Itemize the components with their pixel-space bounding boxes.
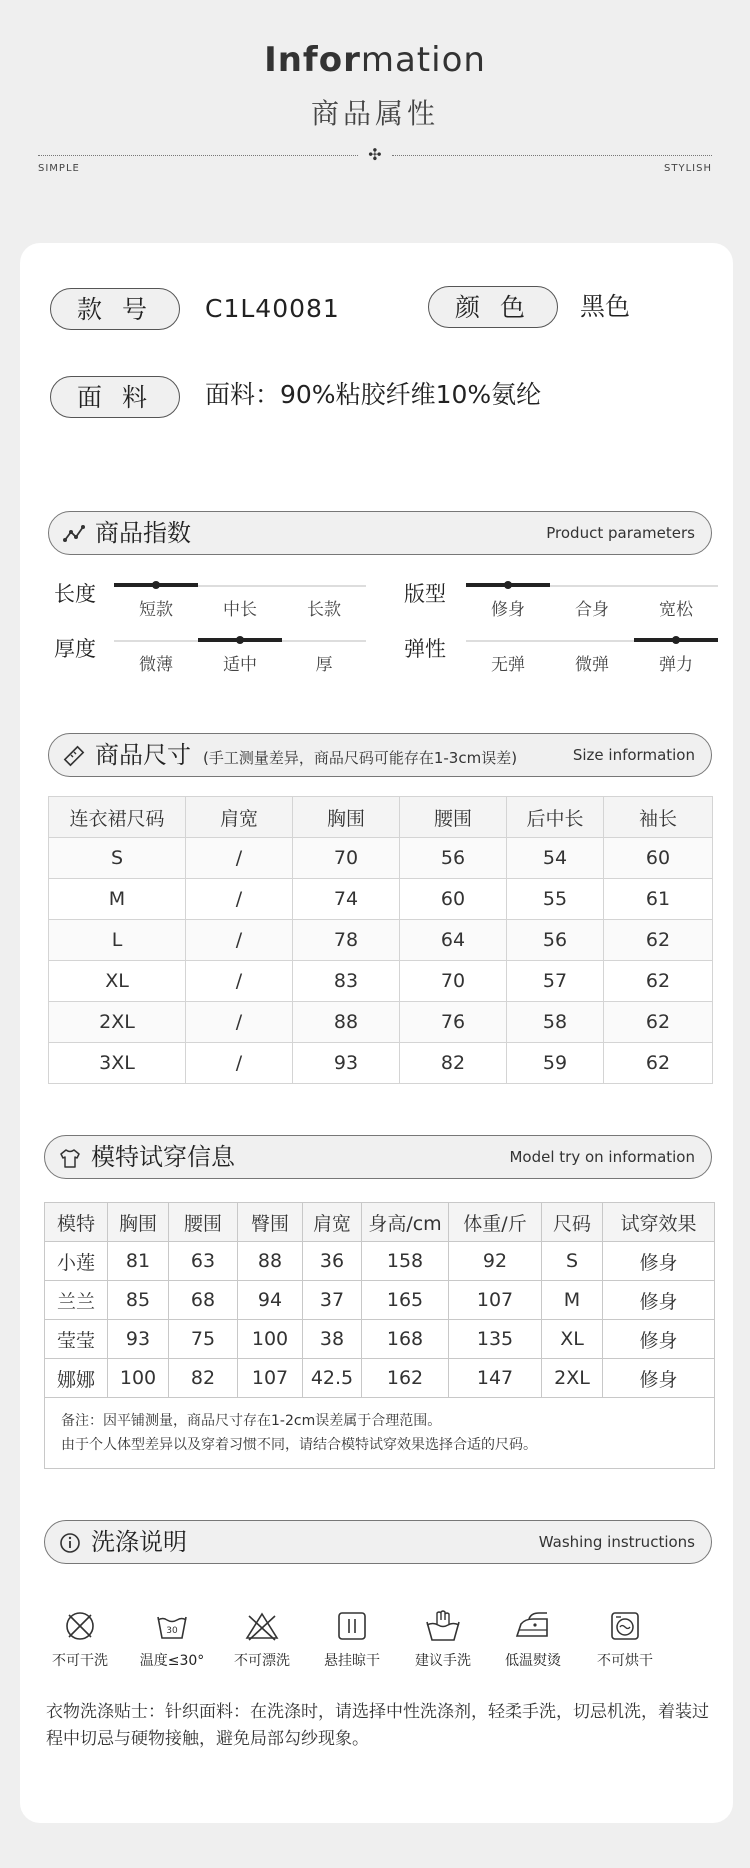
hang-dry-icon <box>334 1608 370 1644</box>
table-cell: 165 <box>362 1281 449 1320</box>
memo-row <box>45 1398 715 1469</box>
table-cell: 62 <box>604 920 713 961</box>
table-cell: 70 <box>400 961 507 1002</box>
tag-simple: SIMPLE <box>38 163 80 174</box>
table-cell: 107 <box>449 1281 542 1320</box>
ruler-icon <box>63 745 85 767</box>
size-col-sleeve: 袖长 <box>604 797 713 838</box>
wash-title-en: Washing instructions <box>538 1533 695 1551</box>
table-row <box>49 838 713 879</box>
option-slim: 修身 <box>491 600 525 620</box>
option-thick: 厚 <box>315 655 333 675</box>
table-cell: 54 <box>507 838 604 879</box>
table-cell: 147 <box>449 1359 542 1398</box>
table-cell: 兰兰 <box>45 1281 108 1320</box>
model-table-header <box>45 1203 715 1242</box>
size-title <box>95 734 517 779</box>
table-cell: 107 <box>238 1359 303 1398</box>
size-col-length: 后中长 <box>507 797 604 838</box>
table-cell: 56 <box>400 838 507 879</box>
table-cell: 修身 <box>603 1320 715 1359</box>
table-cell: / <box>186 961 293 1002</box>
table-cell: 162 <box>362 1359 449 1398</box>
table-cell: 56 <box>507 920 604 961</box>
option-medium: 适中 <box>223 655 257 675</box>
table-cell: 92 <box>449 1242 542 1281</box>
param-label-elasticity: 弹性 <box>404 637 446 661</box>
wash-label: 不可烘干 <box>597 1653 653 1669</box>
option-long: 长款 <box>307 600 341 620</box>
table-row <box>45 1242 715 1281</box>
table-cell: 62 <box>604 1002 713 1043</box>
tshirt-icon <box>59 1147 81 1169</box>
wash-item-hang-dry <box>312 1608 392 1670</box>
wash-label: 建议手洗 <box>415 1653 471 1669</box>
size-title-text: 商品尺寸 <box>95 741 191 769</box>
page-header <box>0 0 750 240</box>
param-label-thickness: 厚度 <box>54 637 96 661</box>
hand-wash-icon <box>423 1608 463 1644</box>
model-title-en: Model try on information <box>509 1148 695 1166</box>
table-cell: 61 <box>604 879 713 920</box>
table-cell: 74 <box>293 879 400 920</box>
table-row <box>45 1281 715 1320</box>
model-col-waist: 腰围 <box>169 1203 238 1242</box>
tag-stylish: STYLISH <box>664 163 712 174</box>
wash-item-30 <box>132 1608 212 1670</box>
trend-chart-icon <box>63 523 85 545</box>
table-cell: 62 <box>604 961 713 1002</box>
table-cell: 75 <box>169 1320 238 1359</box>
param-scale-thickness <box>114 636 366 676</box>
table-row <box>45 1359 715 1398</box>
size-title-en: Size information <box>572 746 695 764</box>
wash-temp-badge: 30 <box>166 1626 178 1636</box>
fabric-value: 面料：90%粘胶纤维10%氨纶 <box>205 380 542 409</box>
wash-section-header <box>44 1520 712 1564</box>
option-thin: 微薄 <box>139 655 173 675</box>
table-cell: 158 <box>362 1242 449 1281</box>
table-cell: 42.5 <box>303 1359 362 1398</box>
size-table <box>48 796 713 1084</box>
color-value: 黑色 <box>580 292 631 321</box>
size-col-size: 连衣裙尺码 <box>49 797 186 838</box>
table-cell: 94 <box>238 1281 303 1320</box>
table-cell: 娜娜 <box>45 1359 108 1398</box>
table-cell: / <box>186 1002 293 1043</box>
low-iron-icon <box>513 1608 553 1644</box>
table-cell: 38 <box>303 1320 362 1359</box>
table-cell: 59 <box>507 1043 604 1084</box>
table-cell: 100 <box>108 1359 169 1398</box>
model-col-fit: 试穿效果 <box>603 1203 715 1242</box>
wash-title: 洗涤说明 <box>91 1528 187 1556</box>
style-no-value: C1L40081 <box>205 294 340 323</box>
color-label: 颜 色 <box>428 286 558 328</box>
option-short: 短款 <box>139 600 173 620</box>
fabric-label: 面 料 <box>50 376 180 418</box>
table-cell: 60 <box>604 838 713 879</box>
param-scale-elasticity <box>466 636 718 676</box>
title-bold: Infor <box>264 40 361 80</box>
option-regular: 合身 <box>575 600 609 620</box>
title-light: mation <box>360 40 486 80</box>
page-title <box>0 40 750 80</box>
table-cell: 60 <box>400 879 507 920</box>
table-row <box>49 961 713 1002</box>
wash-label: 不可漂洗 <box>234 1653 290 1669</box>
size-section-header <box>48 733 712 777</box>
table-cell: XL <box>542 1320 603 1359</box>
model-section-header <box>44 1135 712 1179</box>
wash-30-icon <box>154 1608 190 1644</box>
table-row <box>45 1320 715 1359</box>
table-cell: / <box>186 920 293 961</box>
style-no-label: 款 号 <box>50 288 180 330</box>
table-cell: 135 <box>449 1320 542 1359</box>
table-cell: 93 <box>293 1043 400 1084</box>
table-cell: 莹莹 <box>45 1320 108 1359</box>
size-note: (手工测量差异，商品尺码可能存在1-3cm误差) <box>203 749 518 767</box>
size-col-shoulder: 肩宽 <box>186 797 293 838</box>
table-cell: 37 <box>303 1281 362 1320</box>
table-cell: 58 <box>507 1002 604 1043</box>
table-cell: 88 <box>293 1002 400 1043</box>
memo-line-2: 由于个人体型差异以及穿着习惯不同，请结合模特试穿效果选择合适的尺码。 <box>61 1437 537 1453</box>
table-row <box>49 920 713 961</box>
no-tumble-dry-icon <box>607 1608 643 1644</box>
params-title-en: Product parameters <box>546 524 695 542</box>
option-slight-stretch: 微弹 <box>575 655 609 675</box>
wash-item-no-dry-clean <box>40 1608 120 1670</box>
model-col-bust: 胸围 <box>108 1203 169 1242</box>
wash-item-hand-wash <box>403 1608 483 1670</box>
wash-item-low-iron <box>493 1608 573 1670</box>
table-cell: 168 <box>362 1320 449 1359</box>
table-cell: 2XL <box>49 1002 186 1043</box>
param-label-fit: 版型 <box>404 582 446 606</box>
size-table-header <box>49 797 713 838</box>
care-tip-text: 衣物洗涤贴士：针织面料：在洗涤时，请选择中性洗涤剂，轻柔手洗，切忌机洗，着装过程中切忌与硬物接触，避免局部勾纱现象。 <box>46 1702 709 1749</box>
memo-line-1: 备注：因平铺测量，商品尺寸存在1-2cm误差属于合理范围。 <box>61 1413 442 1429</box>
divider-right <box>392 155 712 156</box>
divider-left <box>38 155 358 156</box>
table-cell: 88 <box>238 1242 303 1281</box>
table-row <box>49 879 713 920</box>
model-col-size: 尺码 <box>542 1203 603 1242</box>
wash-label: 悬挂晾干 <box>324 1653 380 1669</box>
table-cell: 68 <box>169 1281 238 1320</box>
table-cell: 76 <box>400 1002 507 1043</box>
option-stretch: 弹力 <box>659 655 693 675</box>
table-cell: XL <box>49 961 186 1002</box>
table-cell: M <box>49 879 186 920</box>
table-cell: 93 <box>108 1320 169 1359</box>
table-cell: / <box>186 1043 293 1084</box>
table-cell: 2XL <box>542 1359 603 1398</box>
table-cell: 83 <box>293 961 400 1002</box>
table-cell: 70 <box>293 838 400 879</box>
table-cell: L <box>49 920 186 961</box>
table-cell: 小莲 <box>45 1242 108 1281</box>
table-cell: 63 <box>169 1242 238 1281</box>
table-cell: 修身 <box>603 1242 715 1281</box>
wash-label: 温度≤30° <box>139 1653 205 1669</box>
no-dry-clean-icon <box>62 1608 98 1644</box>
cross-ornament-icon: ✣ <box>368 145 382 164</box>
table-cell: M <box>542 1281 603 1320</box>
table-cell: 3XL <box>49 1043 186 1084</box>
no-bleach-icon <box>243 1608 281 1644</box>
info-circle-icon <box>59 1532 81 1554</box>
table-cell: 62 <box>604 1043 713 1084</box>
model-title: 模特试穿信息 <box>91 1143 235 1171</box>
page-subtitle: 商品属性 <box>310 97 439 130</box>
param-scale-length <box>114 581 366 621</box>
option-mid: 中长 <box>223 600 257 620</box>
wash-label: 低温熨烫 <box>505 1653 561 1669</box>
params-title: 商品指数 <box>95 519 191 547</box>
option-loose: 宽松 <box>659 600 693 620</box>
param-label-length: 长度 <box>54 582 96 606</box>
model-table <box>44 1202 715 1469</box>
table-row <box>49 1043 713 1084</box>
memo-cell <box>45 1398 715 1469</box>
table-cell: 修身 <box>603 1359 715 1398</box>
table-row <box>49 1002 713 1043</box>
table-cell: 36 <box>303 1242 362 1281</box>
table-cell: / <box>186 879 293 920</box>
table-cell: 64 <box>400 920 507 961</box>
info-card <box>20 243 733 1823</box>
wash-label: 不可干洗 <box>52 1653 108 1669</box>
model-col-shoulder: 肩宽 <box>303 1203 362 1242</box>
size-col-bust: 胸围 <box>293 797 400 838</box>
wash-item-no-tumble-dry <box>585 1608 665 1670</box>
table-cell: 修身 <box>603 1281 715 1320</box>
table-cell: 82 <box>169 1359 238 1398</box>
param-scale-fit <box>466 581 718 621</box>
table-cell: 82 <box>400 1043 507 1084</box>
model-col-weight: 体重/斤 <box>449 1203 542 1242</box>
table-cell: S <box>542 1242 603 1281</box>
model-col-name: 模特 <box>45 1203 108 1242</box>
table-cell: / <box>186 838 293 879</box>
model-col-height: 身高/cm <box>362 1203 449 1242</box>
table-cell: 55 <box>507 879 604 920</box>
params-section-header <box>48 511 712 555</box>
wash-item-no-bleach <box>222 1608 302 1670</box>
table-cell: 57 <box>507 961 604 1002</box>
table-cell: 85 <box>108 1281 169 1320</box>
model-col-hip: 臀围 <box>238 1203 303 1242</box>
table-cell: S <box>49 838 186 879</box>
size-col-waist: 腰围 <box>400 797 507 838</box>
option-no-stretch: 无弹 <box>491 655 525 675</box>
table-cell: 81 <box>108 1242 169 1281</box>
table-cell: 78 <box>293 920 400 961</box>
table-cell: 100 <box>238 1320 303 1359</box>
